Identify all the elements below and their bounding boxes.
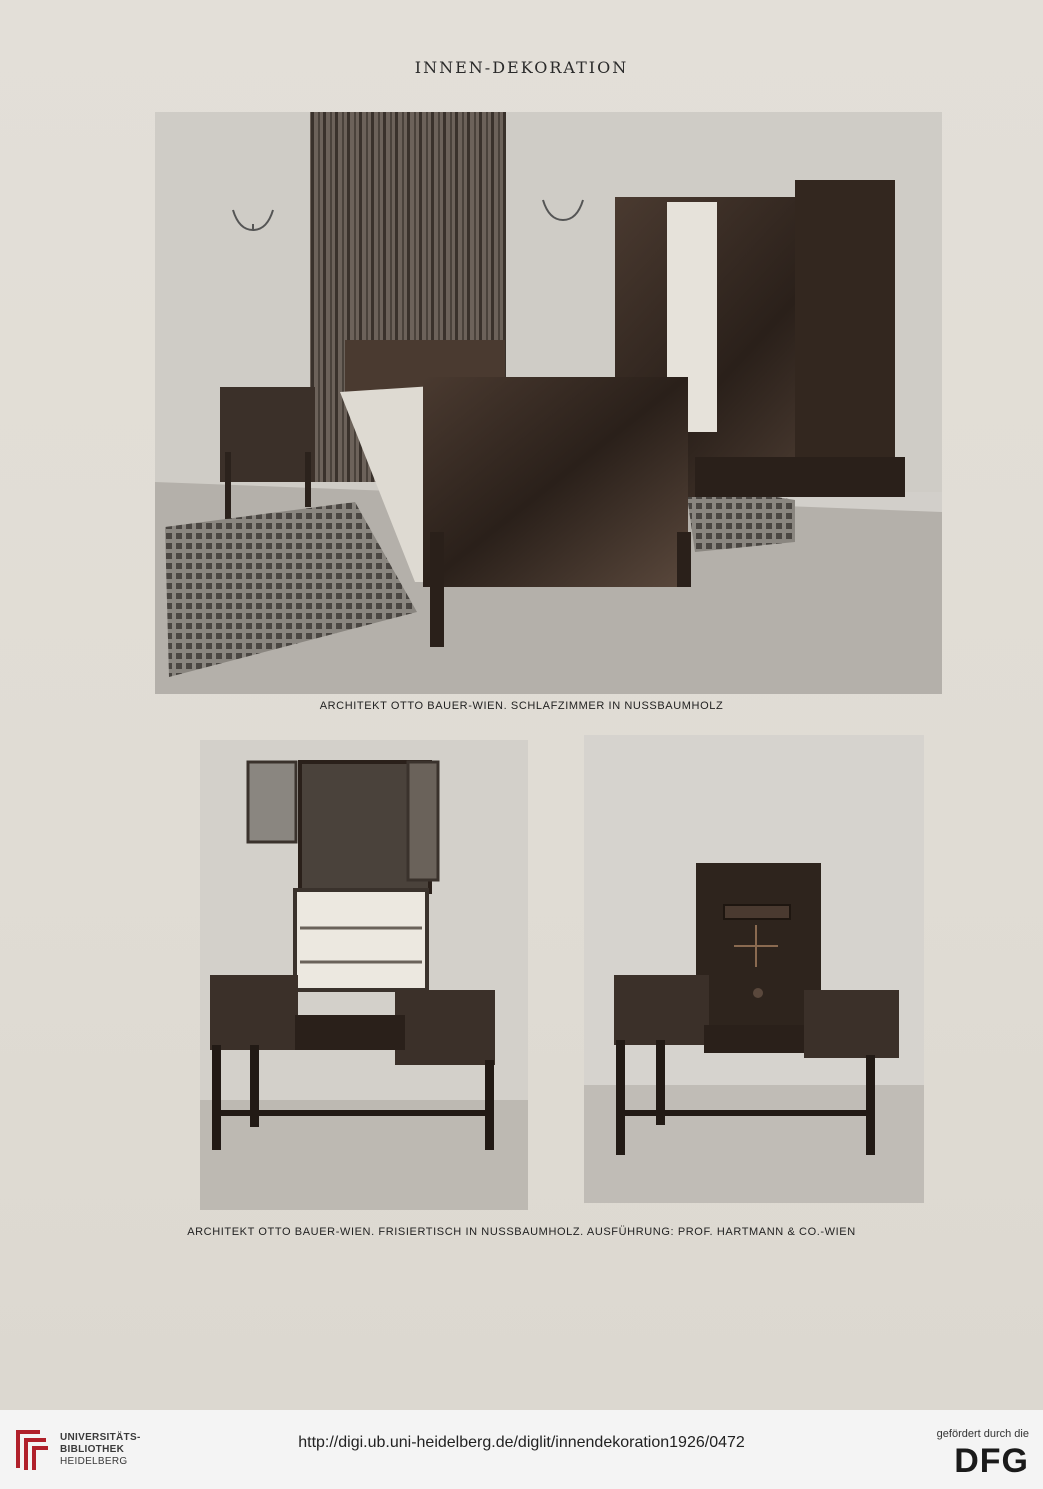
library-line-3: HEIDELBERG xyxy=(60,1456,128,1467)
photo-dressing-table-open xyxy=(200,740,528,1210)
funded-by-text: gefördert durch die xyxy=(936,1428,1029,1440)
library-line-1: UNIVERSITÄTS- xyxy=(60,1432,141,1443)
library-line-2: BIBLIOTHEK xyxy=(60,1444,125,1455)
permalink-url[interactable]: http://digi.ub.uni-heidelberg.de/diglit/innendekoration1926/0472 xyxy=(298,1434,745,1451)
dfg-logo: DFG xyxy=(954,1442,1029,1480)
footer-bar xyxy=(0,1410,1043,1489)
dressing-table-closed-image xyxy=(584,735,924,1203)
dressing-table-open-image xyxy=(200,740,528,1210)
caption-top: ARCHITEKT OTTO BAUER-WIEN. SCHLAFZIMMER IN NUSSBAUMHOLZ xyxy=(319,700,724,712)
bedroom-image xyxy=(155,112,942,694)
photo-dressing-table-closed xyxy=(584,735,924,1203)
photo-bedroom xyxy=(155,112,942,694)
caption-bottom: ARCHITEKT OTTO BAUER-WIEN. FRISIERTISCH IN NUSSBAUMHOLZ. AUSFÜHRUNG: PROF. HARTMANN & CO.-WIEN xyxy=(187,1226,856,1238)
running-head: INNEN-DEKORATION xyxy=(414,58,629,77)
